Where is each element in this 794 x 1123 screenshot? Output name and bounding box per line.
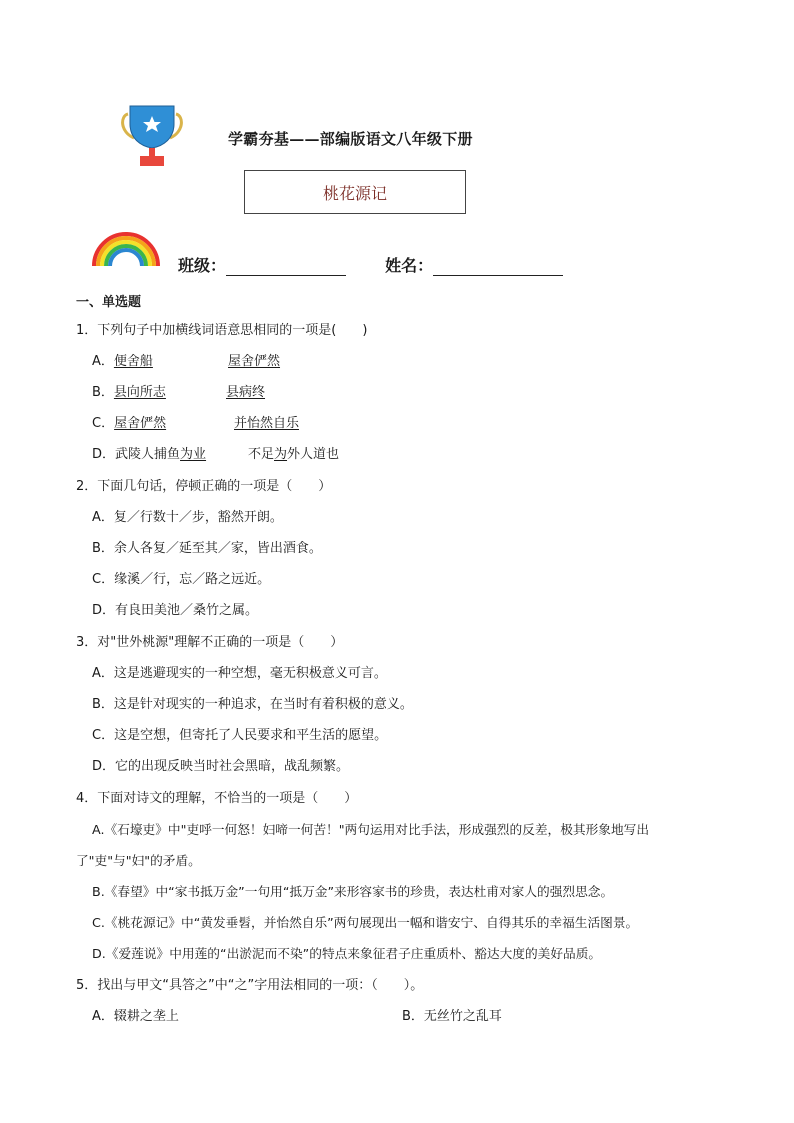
option-part-a: 县向所志 bbox=[113, 385, 166, 400]
name-field[interactable] bbox=[433, 257, 563, 276]
option-row[interactable]: B．这是针对现实的一种追求，在当时有着积极的意义。 bbox=[92, 697, 413, 712]
option-underlined: 为 bbox=[274, 447, 288, 462]
option-row[interactable]: B.《春望》中“家书抵万金”一句用“抵万金”来形容家书的珍贵，表达杜甫对家人的强烈思念。 bbox=[92, 884, 614, 899]
option-row[interactable]: C．缘溪／行，忘／路之远近。 bbox=[92, 572, 271, 587]
option-part-b: 县病终 bbox=[226, 385, 266, 400]
question-stem: 1．下列句子中加横线词语意思相同的一项是( ) bbox=[76, 323, 368, 338]
option-row[interactable]: D．它的出现反映当时社会黑暗，战乱频繁。 bbox=[92, 759, 350, 774]
option-part-a: 便舍船 bbox=[113, 354, 153, 369]
option-letter: A． bbox=[92, 354, 114, 369]
option-row[interactable]: C．这是空想，但寄托了人民要求和平生活的愿望。 bbox=[92, 728, 388, 743]
option-letter: D． bbox=[92, 447, 116, 462]
option-part-b: 并怡然自乐 bbox=[234, 416, 300, 431]
question-stem: 4．下面对诗文的理解，不恰当的一项是（ ） bbox=[76, 791, 358, 806]
question-stem: 2．下面几句话，停顿正确的一项是（ ） bbox=[76, 479, 332, 494]
page-title: 学霸夯基——部编版语文八年级下册 bbox=[228, 130, 473, 148]
question-stem: 5．找出与甲文“具答之”中“之”字用法相同的一项：（ ）。 bbox=[76, 978, 424, 993]
option-row[interactable] bbox=[92, 446, 340, 464]
option-row[interactable]: D．有良田美池／桑竹之属。 bbox=[92, 603, 259, 618]
option-part-a: 屋舍俨然 bbox=[114, 416, 167, 431]
option-row[interactable]: B．无丝竹之乱耳 bbox=[402, 1009, 502, 1024]
option-row[interactable] bbox=[92, 384, 266, 402]
option-row[interactable] bbox=[92, 415, 300, 433]
lesson-title-box bbox=[244, 170, 466, 214]
option-part-b: 不足 bbox=[248, 447, 275, 462]
class-field[interactable] bbox=[226, 257, 346, 276]
option-row[interactable]: A．这是逃避现实的一种空想，毫无积极意义可言。 bbox=[92, 666, 387, 681]
student-info-line bbox=[178, 253, 563, 276]
option-row[interactable]: C.《桃花源记》中“黄发垂髫，并怡然自乐”两句展现出一幅和谐安宁、自得其乐的幸福生活图景。 bbox=[92, 915, 639, 930]
option-letter: B． bbox=[92, 385, 114, 400]
question-stem: 3．对"世外桃源"理解不正确的一项是（ ） bbox=[76, 635, 344, 650]
trophy-icon bbox=[118, 102, 186, 170]
option-underlined: 为业 bbox=[180, 447, 207, 462]
option-row[interactable]: A．复／行数十／步，豁然开朗。 bbox=[92, 510, 283, 525]
option-row[interactable]: A.《石壕吏》中"吏呼一何怒！妇啼一何苦！"两句运用对比手法，形成强烈的反差，极其形象地写出 bbox=[92, 822, 650, 837]
option-row[interactable]: D.《爱莲说》中用莲的“出淤泥而不染”的特点来象征君子庄重质朴、豁达大度的美好品质。 bbox=[92, 946, 602, 961]
option-part-b-end: 外人道也 bbox=[287, 447, 340, 462]
section-heading: 一、单选题 bbox=[76, 295, 142, 310]
class-label: 班级： bbox=[178, 256, 227, 275]
option-row[interactable]: B．余人各复／延至其／家，皆出酒食。 bbox=[92, 541, 322, 556]
option-row[interactable]: A．辍耕之垄上 bbox=[92, 1009, 179, 1024]
option-part-a: 武陵人捕鱼 bbox=[115, 447, 181, 462]
lesson-title: 桃花源记 bbox=[322, 183, 387, 203]
option-row[interactable] bbox=[92, 353, 281, 371]
option-part-b: 屋舍俨然 bbox=[228, 354, 281, 369]
option-letter: C． bbox=[92, 416, 115, 431]
rainbow-icon bbox=[90, 226, 162, 268]
option-row-continued: 了"吏"与"妇"的矛盾。 bbox=[76, 853, 201, 868]
name-label: 姓名： bbox=[385, 256, 434, 275]
